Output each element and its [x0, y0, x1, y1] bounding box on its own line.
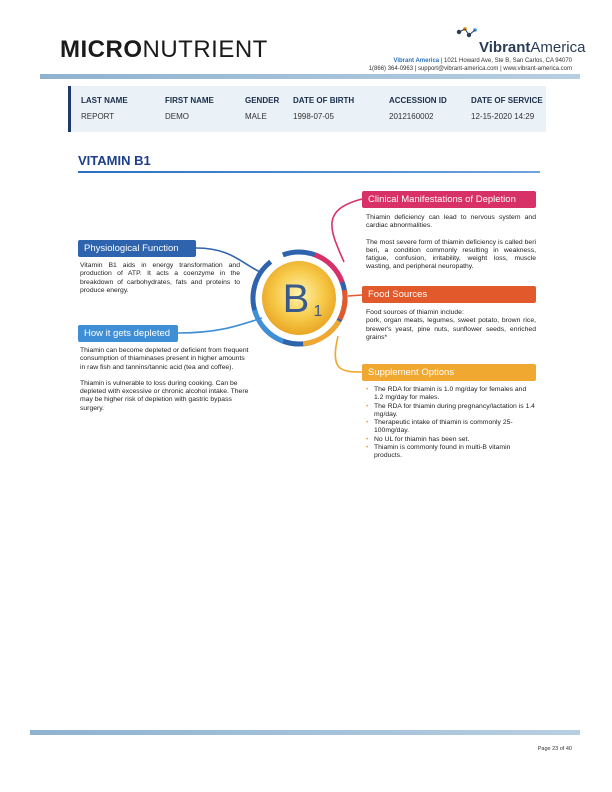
title-bold: MICRO	[60, 36, 143, 63]
contact-brand: Vibrant America	[393, 58, 440, 64]
value-gender: MALE	[245, 112, 267, 121]
clinical-paragraph-2: The most severe form of thiamin deficiency is called beri beri, a condition commonly resulting in weakness, fatigue, confusion, irritability, weight loss, muscle wasting, and peripheral neuropathy.	[366, 238, 536, 271]
food-sources-text	[366, 309, 536, 342]
supplement-bullet-5: • Thiamin is commonly found in multi-B vitamin products.	[366, 444, 536, 461]
food-sources-label: Food Sources	[362, 286, 536, 303]
vitamin-b1-emblem	[250, 249, 348, 347]
depletion-text	[80, 347, 250, 421]
header-dob: DATE OF BIRTH	[293, 96, 355, 105]
supplement-bullet-1: • The RDA for thiamin is 1.0 mg/day for females and 1.2 mg/day for males.	[366, 386, 536, 403]
value-dob: 1998-07-05	[293, 112, 334, 121]
clinical-manifestations-text	[366, 214, 536, 280]
depletion-paragraph-2: Thiamin is vulnerable to loss during cooking. Can be depleted with excessive or chronic alcohol intake. There may be higher risk of depletion with gastric bypass surgery.	[80, 379, 249, 412]
footer-divider	[30, 730, 580, 735]
value-last-name: REPORT	[81, 112, 115, 121]
contact-address-text: | 1021 Howard Ave, Ste B, San Carlos, CA 94070	[439, 58, 572, 64]
contact-details: 1(866) 364-0963 | support@vibrant-america.com | www.vibrant-america.com	[368, 66, 572, 72]
header-gender: GENDER	[245, 96, 280, 105]
title-light: NUTRIENT	[142, 36, 268, 63]
depletion-label: How it gets depleted	[78, 325, 178, 342]
header-last-name: LAST NAME	[81, 96, 128, 105]
value-first-name: DEMO	[165, 112, 189, 121]
value-accession-id: 2012160002	[389, 112, 434, 121]
clinical-paragraph-1: Thiamin deficiency can lead to nervous system and cardiac abnormalities.	[366, 214, 536, 230]
b1-letter: B	[282, 277, 310, 321]
physiological-function-label: Physiological Function	[78, 240, 196, 257]
supplement-bullet-2: • The RDA for thiamin during pregnancy/lactation is 1.4 mg/day.	[366, 403, 536, 420]
b1-circle-icon	[250, 249, 348, 347]
header-accession-id: ACCESSION ID	[389, 96, 447, 105]
page-number: Page 23 of 40	[537, 746, 572, 752]
supplement-bullet-4: • No UL for thiamin has been set.	[366, 436, 536, 444]
b1-subscript: 1	[313, 303, 323, 320]
header-date-of-service: DATE OF SERVICE	[471, 96, 543, 105]
clinical-manifestations-label: Clinical Manifestations of Depletion	[362, 191, 536, 208]
supplement-options-list	[366, 386, 536, 461]
logo-brand-light: America	[530, 39, 586, 56]
section-title: VITAMIN B1	[78, 153, 151, 168]
food-sources-list: pork, organ meats, legumes, sweet potato, brown rice, brewer's yeast, pine nuts, sunflower seeds, enriched grains*	[366, 317, 536, 341]
food-sources-intro: Food sources of thiamin include:	[366, 309, 464, 316]
supplement-bullet-3: • Therapeutic intake of thiamin is commonly 25-100mg/day.	[366, 419, 536, 436]
logo-brand-bold: Vibrant	[479, 39, 531, 56]
connector-food	[348, 295, 362, 296]
supplement-options-label: Supplement Options	[362, 364, 536, 381]
value-date-of-service: 12-15-2020 14:29	[471, 112, 535, 121]
physiological-function-text: Vitamin B1 aids in energy transformation and production of ATP. It acts a coenzyme in the breakdown of carbohydrates, fats and proteins to produce energy.	[80, 262, 240, 294]
header-first-name: FIRST NAME	[165, 96, 214, 105]
depletion-paragraph-1: Thiamin can become depleted or deficient from frequent consumption of thiaminases present in higher amounts in raw fish and tannins/tannic acid (tea and coffee).	[80, 347, 249, 371]
